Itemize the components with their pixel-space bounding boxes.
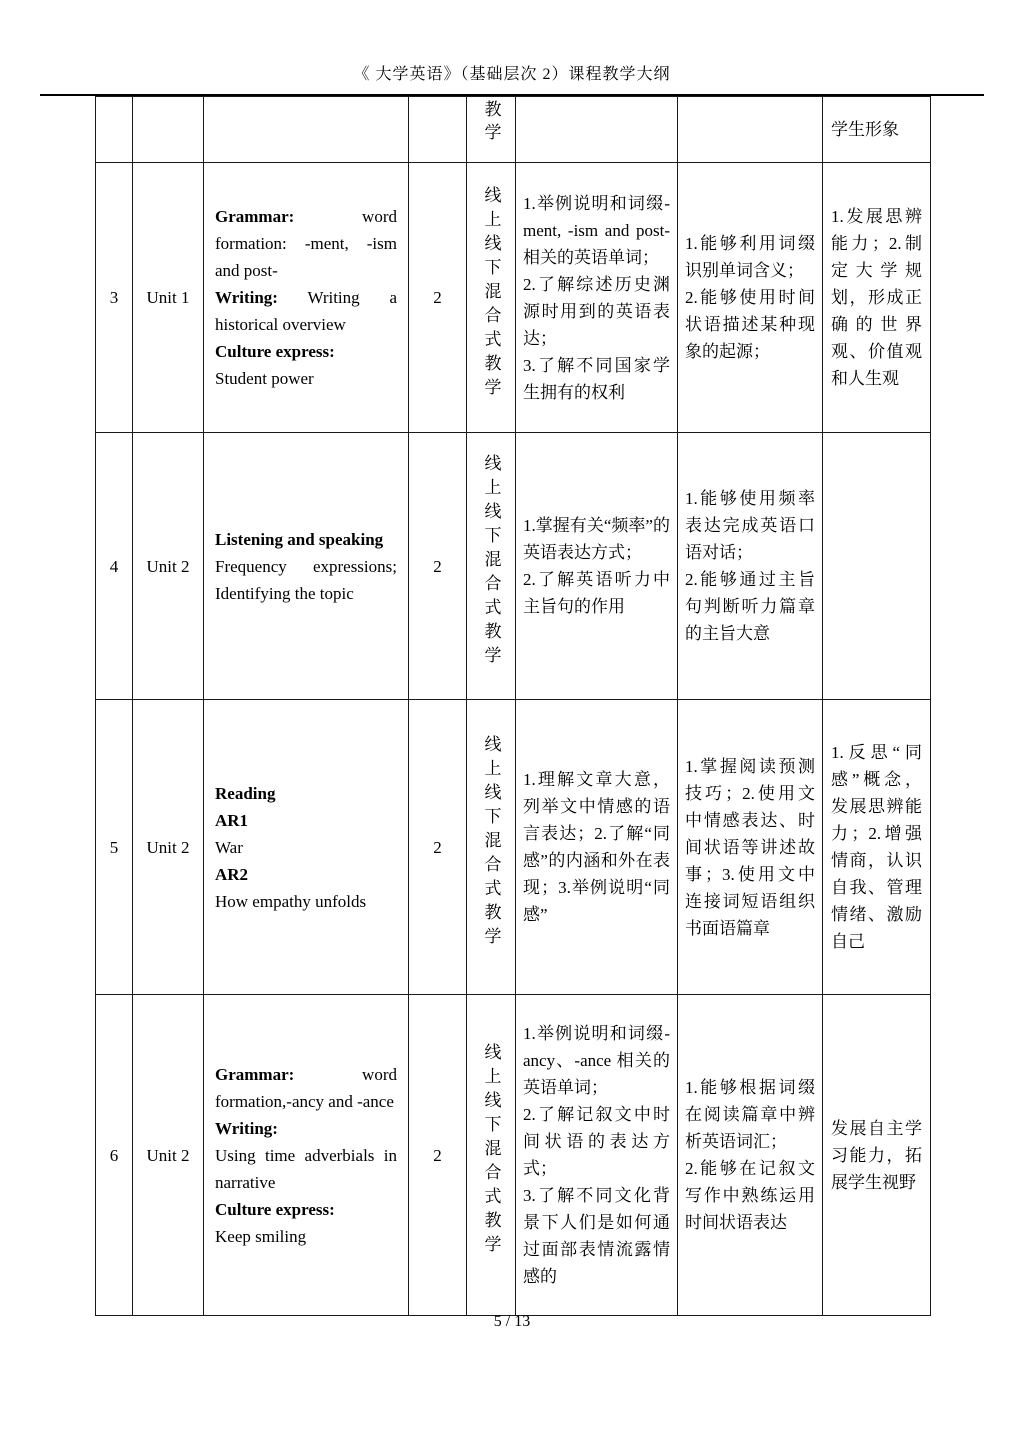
content-segment-text: Using time adverbials in narrative (215, 1145, 397, 1192)
teaching-content-cell (204, 995, 409, 1316)
objective-text: 1.掌握有关“频率”的英语表达方式； (523, 516, 670, 562)
row-number-cell: 3 (96, 163, 133, 433)
unit-cell: Unit 2 (133, 700, 204, 995)
content-segment-heading: Grammar: (215, 207, 295, 226)
content-segment-heading: Culture express: (215, 1199, 335, 1219)
content-segment-text: How empathy unfolds (215, 891, 367, 911)
content-segment-heading: Writing: (215, 288, 278, 307)
objective-text: 1.发展思辨能力；2.制定大学规划，形成正确的世界观、价值观和人生观 (831, 207, 922, 388)
unit-cell: Unit 2 (133, 995, 204, 1316)
teaching-content-cell (204, 97, 409, 163)
objective-ability-cell (678, 433, 823, 700)
content-segment (215, 834, 397, 861)
content-segment (215, 365, 397, 392)
content-segment-text: word formation: -ment, -ism and post- (215, 207, 397, 280)
content-segment (215, 861, 397, 888)
hours-cell: 2 (409, 995, 467, 1316)
objective-text: 3.了解不同国家学生拥有的权利 (523, 355, 670, 402)
teaching-content-cell (204, 700, 409, 995)
unit-cell: Unit 2 (133, 433, 204, 700)
objective-text: 1.能够根据词缀在阅读篇章中辨析英语词汇； (685, 1078, 815, 1151)
objective-ability-cell (678, 97, 823, 163)
objective-text: 1.能够利用词缀识别单词含义； (685, 234, 815, 280)
content-segment (215, 1142, 397, 1196)
teaching-mode-cell (467, 995, 516, 1316)
content-segment (215, 888, 397, 915)
objective-text: 1.掌握阅读预测技巧；2.使用文中情感表达、时间状语等讲述故事；3.使用文中连接词短语组织书面语篇章 (685, 756, 815, 938)
carryover-row (96, 97, 931, 163)
table-row (96, 163, 931, 433)
teaching-mode-text: 线上线下混合式教学 (481, 185, 501, 402)
objective-ability-cell (678, 163, 823, 433)
content-segment (215, 1196, 397, 1223)
objective-text: 1.理解文章大意，列举文中情感的语言表达；2.了解“同感”的内涵和外在表现；3.举例说明“同感” (523, 770, 670, 924)
content-segment-heading: Culture express: (215, 342, 335, 361)
objective-quality-cell (823, 163, 931, 433)
objective-text: 2.了解综述历史渊源时用到的英语表达； (523, 274, 670, 348)
content-segment-heading: AR1 (215, 810, 249, 830)
objective-quality-cell (823, 995, 931, 1316)
objective-ability-cell (678, 995, 823, 1316)
objective-knowledge-cell (516, 700, 678, 995)
objective-quality-cell (823, 700, 931, 995)
objective-text: 发展自主学习能力，拓展学生视野 (831, 1118, 922, 1192)
hours-cell: 2 (409, 433, 467, 700)
hours-cell: 2 (409, 163, 467, 433)
teaching-content-cell (204, 163, 409, 433)
objective-text: 1.反思“同感”概念，发展思辨能力；2.增强情商，认识自我、管理情绪、激励自己 (831, 743, 922, 951)
teaching-mode-cell (467, 163, 516, 433)
table-row (96, 700, 931, 995)
table-row (96, 995, 931, 1316)
content-segment-heading: Reading (215, 783, 276, 803)
teaching-mode-cell (467, 97, 516, 163)
objective-knowledge-cell (516, 163, 678, 433)
content-segment (215, 780, 397, 807)
content-segment-heading: Grammar: (215, 1064, 295, 1084)
content-segment-heading: AR2 (215, 864, 249, 884)
table-row (96, 433, 931, 700)
content-segment (215, 807, 397, 834)
row-number-cell: 5 (96, 700, 133, 995)
teaching-mode-text: 线上线下混合式教学 (481, 735, 501, 951)
objective-text: 1.举例说明和词缀-ancy、-ance 相关的英语单词； (523, 1024, 670, 1097)
page-number: 5 / 13 (493, 1313, 531, 1330)
teaching-mode-cell (467, 433, 516, 700)
page-title: 《 大学英语》（基础层次 2）课程教学大纲 (353, 66, 671, 83)
objective-text: 1.能够使用频率表达完成英语口语对话； (685, 489, 815, 562)
teaching-content-cell (204, 433, 409, 700)
objective-text: 2.能够使用时间状语描述某种现象的起源； (685, 288, 815, 361)
objective-text: 2.了解记叙文中时间状语的表达方式； (523, 1105, 670, 1178)
content-segment (215, 338, 397, 365)
content-segment-text: Keep smiling (215, 1226, 307, 1246)
objective-quality-cell (823, 97, 931, 163)
content-segment (215, 284, 397, 338)
objective-knowledge-cell (516, 995, 678, 1316)
row-number-cell: 4 (96, 433, 133, 700)
objective-quality-cell (823, 433, 931, 700)
content-segment-text: word formation,-ancy and -ance (215, 1064, 397, 1111)
teaching-mode-cell (467, 700, 516, 995)
row-number-cell (96, 97, 133, 163)
content-segment-text: Student power (215, 369, 314, 388)
teaching-mode-text: 线上线下混合式教学 (481, 1043, 501, 1259)
objective-knowledge-cell (516, 433, 678, 700)
objective-text: 1.举例说明和词缀-ment, -ism and post- 相关的英语单词； (523, 193, 670, 267)
objective-text: 学生形象 (831, 120, 899, 139)
objective-text: 3.了解不同文化背景下人们是如何通过面部表情流露情感的 (523, 1186, 670, 1286)
hours-cell: 2 (409, 700, 467, 995)
hours-cell (409, 97, 467, 163)
unit-cell (133, 97, 204, 163)
objective-knowledge-cell (516, 97, 678, 163)
content-segment (215, 553, 397, 607)
unit-cell: Unit 1 (133, 163, 204, 433)
content-segment (215, 526, 397, 553)
content-segment-text: Writing a historical overview (215, 288, 397, 334)
content-segment (215, 203, 397, 284)
row-number-cell: 6 (96, 995, 133, 1316)
content-segment-heading: Listening and speaking (215, 529, 384, 549)
content-segment (215, 1223, 397, 1250)
objective-ability-cell (678, 700, 823, 995)
content-segment (215, 1061, 397, 1115)
content-segment-heading: Writing: (215, 1118, 278, 1138)
objective-text: 2.能够在记叙文写作中熟练运用时间状语表达 (685, 1159, 815, 1232)
teaching-mode-text: 教学 (481, 100, 501, 146)
teaching-mode-text: 线上线下混合式教学 (481, 454, 501, 670)
content-segment-text: Frequency expressions; Identifying the topic (215, 556, 397, 603)
content-segment (215, 1115, 397, 1142)
content-segment-text: War (215, 837, 243, 857)
syllabus-table (95, 96, 931, 1316)
objective-text: 2.了解英语听力中主旨句的作用 (523, 570, 670, 616)
objective-text: 2.能够通过主旨句判断听力篇章的主旨大意 (685, 570, 815, 643)
